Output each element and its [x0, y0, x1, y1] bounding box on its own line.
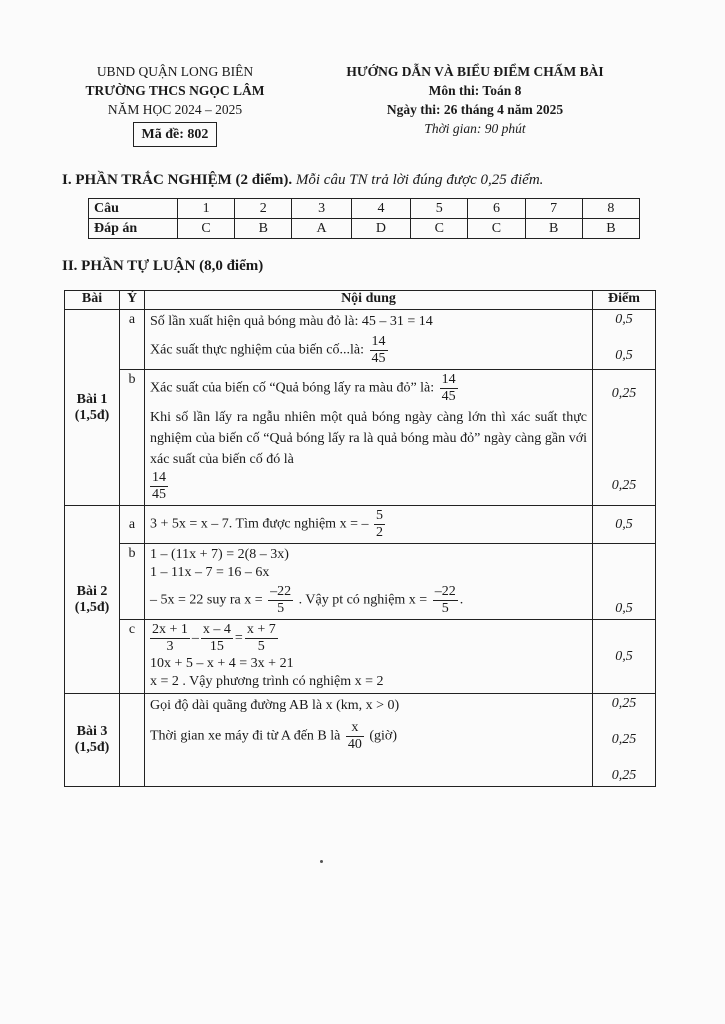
numerator: –22: [434, 584, 456, 599]
fraction: [150, 622, 190, 655]
denominator: 5: [257, 639, 265, 654]
fraction: [433, 584, 458, 617]
minus-sign: –: [191, 630, 199, 646]
denominator: 5: [441, 601, 449, 616]
bai2-c-line2: 10x + 5 – x + 4 = 3x + 21: [150, 656, 294, 671]
bai1-row-b: [65, 370, 656, 506]
numerator: 14: [441, 372, 456, 387]
question-number: 7: [525, 199, 582, 219]
answer-row-label: Đáp án: [89, 219, 178, 239]
bai3-label: [65, 694, 120, 787]
answer-cell: C: [178, 219, 235, 239]
denominator: 3: [166, 639, 174, 654]
part2-title: II. PHẦN TỰ LUẬN (8,0 điểm): [62, 258, 264, 274]
part1-note: Mỗi câu TN trả lời đúng được 0,25 điểm.: [295, 172, 544, 188]
bai1-b-label: b: [120, 370, 145, 506]
numerator: x: [346, 720, 364, 737]
bai3-points: (1,5đ): [74, 740, 110, 755]
document-title: HƯỚNG DẪN VÀ BIỂU ĐIỂM CHẤM BÀI: [346, 64, 604, 79]
exam-duration: Thời gian: 90 phút: [424, 121, 526, 136]
answer-key-table: [88, 198, 640, 239]
denominator: 40: [347, 737, 362, 752]
bai2-b-line3: – 5x = 22 suy ra x = $\frac{-22}{5}$ . Vậy pt có nghiệm x = $\frac{-22}{5}$ .: [150, 584, 464, 616]
numerator: 2x + 1: [152, 622, 188, 637]
fraction: [346, 720, 364, 753]
header-right: [325, 62, 625, 138]
fraction: [201, 622, 233, 655]
bai1-b-final-fraction: [150, 470, 587, 503]
bai3-name: Bài 3: [76, 724, 108, 739]
numerator: x + 7: [246, 622, 276, 637]
col-score-header: Điểm: [593, 291, 656, 310]
score: 0,5: [615, 348, 633, 363]
col-content-header: Nội dung: [145, 291, 593, 310]
fraction: [374, 508, 385, 541]
bai2-name: Bài 2: [76, 583, 108, 599]
bai1-b-line1: [150, 372, 587, 405]
denominator: 45: [371, 351, 386, 366]
bai1-a-label: a: [120, 310, 145, 370]
bai2-c-content: [145, 620, 593, 694]
essay-grading-table: [64, 290, 656, 787]
bai1-points: (1,5đ): [74, 407, 110, 423]
part1-heading: [62, 172, 543, 189]
bai2-b-line1: 1 – (11x + 7) = 2(8 – 3x): [150, 547, 289, 562]
denominator: 45: [152, 487, 166, 502]
denominator: 2: [375, 525, 383, 540]
bai2-b-label: b: [120, 544, 145, 620]
bai2-label: [65, 506, 120, 694]
col-y-header: Ý: [120, 291, 145, 310]
question-number: 6: [468, 199, 525, 219]
question-number: 3: [292, 199, 351, 219]
exam-date: Ngày thi: 26 tháng 4 năm 2025: [386, 102, 564, 117]
score: 0,25: [611, 696, 637, 711]
score: 0,25: [611, 768, 637, 783]
district-name: UBND QUẬN LONG BIÊN: [96, 64, 254, 79]
numerator: –22: [270, 584, 292, 599]
question-row: [89, 199, 640, 219]
denominator: 15: [209, 639, 224, 654]
bai2-row-c: [65, 620, 656, 694]
scan-speck: [320, 860, 323, 863]
school-year: NĂM HỌC 2024 – 2025: [107, 102, 243, 117]
bai3-scores: [593, 694, 656, 787]
question-row-label: Câu: [89, 199, 178, 219]
bai2-c-equation: [150, 622, 587, 655]
numerator: x – 4: [202, 622, 231, 637]
bai1-b-content: [145, 370, 593, 506]
numerator: 5: [375, 508, 383, 523]
fraction: [370, 334, 388, 367]
header-left: [60, 62, 290, 147]
bai2-b-score: 0,5: [593, 544, 656, 620]
bai2-c-label: c: [120, 620, 145, 694]
bai2-a-text: 3 + 5x = x – 7. Tìm được nghiệm x = –: [150, 516, 369, 532]
bai2-points: (1,5đ): [74, 599, 110, 615]
score: 0,25: [611, 386, 637, 401]
bai3-line2-a: Thời gian xe máy đi từ A đến B là: [150, 728, 341, 744]
equals-sign: =: [234, 630, 243, 646]
answer-cell: B: [525, 219, 582, 239]
answer-cell: B: [582, 219, 639, 239]
bai1-b-line1-text: Xác suất của biến cố “Quả bóng lấy ra màu đỏ” là:: [150, 380, 435, 396]
bai3-row: [65, 694, 656, 787]
fraction: [268, 584, 293, 617]
answer-row: [89, 219, 640, 239]
bai2-a-content: [145, 506, 593, 544]
denominator: 45: [441, 389, 456, 404]
bai1-a-content: [145, 310, 593, 370]
answer-cell: C: [468, 219, 525, 239]
bai2-a-score: 0,5: [593, 506, 656, 544]
bai2-b-line3-b: . Vậy pt có nghiệm x =: [298, 592, 428, 608]
numerator: 14: [152, 470, 166, 485]
bai3-line2-b: (giờ): [369, 728, 397, 744]
bai1-a-line2: [150, 334, 587, 367]
bai2-c-score: 0,5: [593, 620, 656, 694]
answer-cell: D: [351, 219, 410, 239]
essay-table-header: [65, 291, 656, 310]
fraction: [440, 372, 458, 405]
bai2-a-label: a: [120, 506, 145, 544]
bai1-label: [65, 310, 120, 506]
school-name: TRƯỜNG THCS NGỌC LÂM: [85, 83, 265, 98]
question-number: 2: [235, 199, 292, 219]
exam-code-box: Mã đề: 802: [133, 122, 218, 147]
bai1-a-scores: [593, 310, 656, 370]
col-bai-header: Bài: [65, 291, 120, 310]
bai1-row-a: [65, 310, 656, 370]
numerator: 14: [371, 334, 386, 349]
score: 0,5: [615, 312, 633, 327]
denominator: 5: [277, 601, 285, 616]
answer-cell: A: [292, 219, 351, 239]
part1-title: I. PHẦN TRẮC NGHIỆM (2 điểm).: [62, 172, 293, 188]
score: 0,25: [611, 732, 637, 747]
bai2-b-content: [145, 544, 593, 620]
bai1-a-line1: Số lần xuất hiện quả bóng màu đỏ là: 45 – 31 = 14: [150, 314, 433, 329]
bai3-content: [145, 694, 593, 787]
bai3-y-cell: [120, 694, 145, 787]
bai1-name: Bài 1: [76, 391, 108, 407]
bai3-line1: Gọi độ dài quãng đường AB là x (km, x > 0): [150, 698, 400, 713]
subject: Môn thi: Toán 8: [428, 83, 522, 98]
fraction: [150, 470, 168, 503]
question-number: 5: [411, 199, 468, 219]
bai2-b-line3-a: – 5x = 22 suy ra x =: [150, 592, 263, 608]
bai2-b-line2: 1 – 11x – 7 = 16 – 6x: [150, 565, 270, 580]
bai3-line2: [150, 720, 587, 753]
question-number: 8: [582, 199, 639, 219]
question-number: 1: [178, 199, 235, 219]
score: 0,25: [611, 478, 637, 493]
bai2-row-a: [65, 506, 656, 544]
answer-cell: C: [411, 219, 468, 239]
fraction: [245, 622, 278, 655]
bai2-row-b: [65, 544, 656, 620]
bai1-b-line2: Khi số lần lấy ra ngẫu nhiên một quả bóng ngày càng lớn thì xác suất thực nghiệm của biến cố “Quả bóng lấy ra là quả bóng màu đỏ” ngày càng gần với xác suất của biến cố đó là: [150, 410, 587, 467]
bai1-b-scores: [593, 370, 656, 506]
bai2-c-line3: x = 2 . Vậy phương trình có nghiệm x = 2: [150, 674, 384, 689]
question-number: 4: [351, 199, 410, 219]
bai1-a-line2-text: Xác suất thực nghiệm của biến cố...là:: [150, 342, 365, 358]
answer-cell: B: [235, 219, 292, 239]
